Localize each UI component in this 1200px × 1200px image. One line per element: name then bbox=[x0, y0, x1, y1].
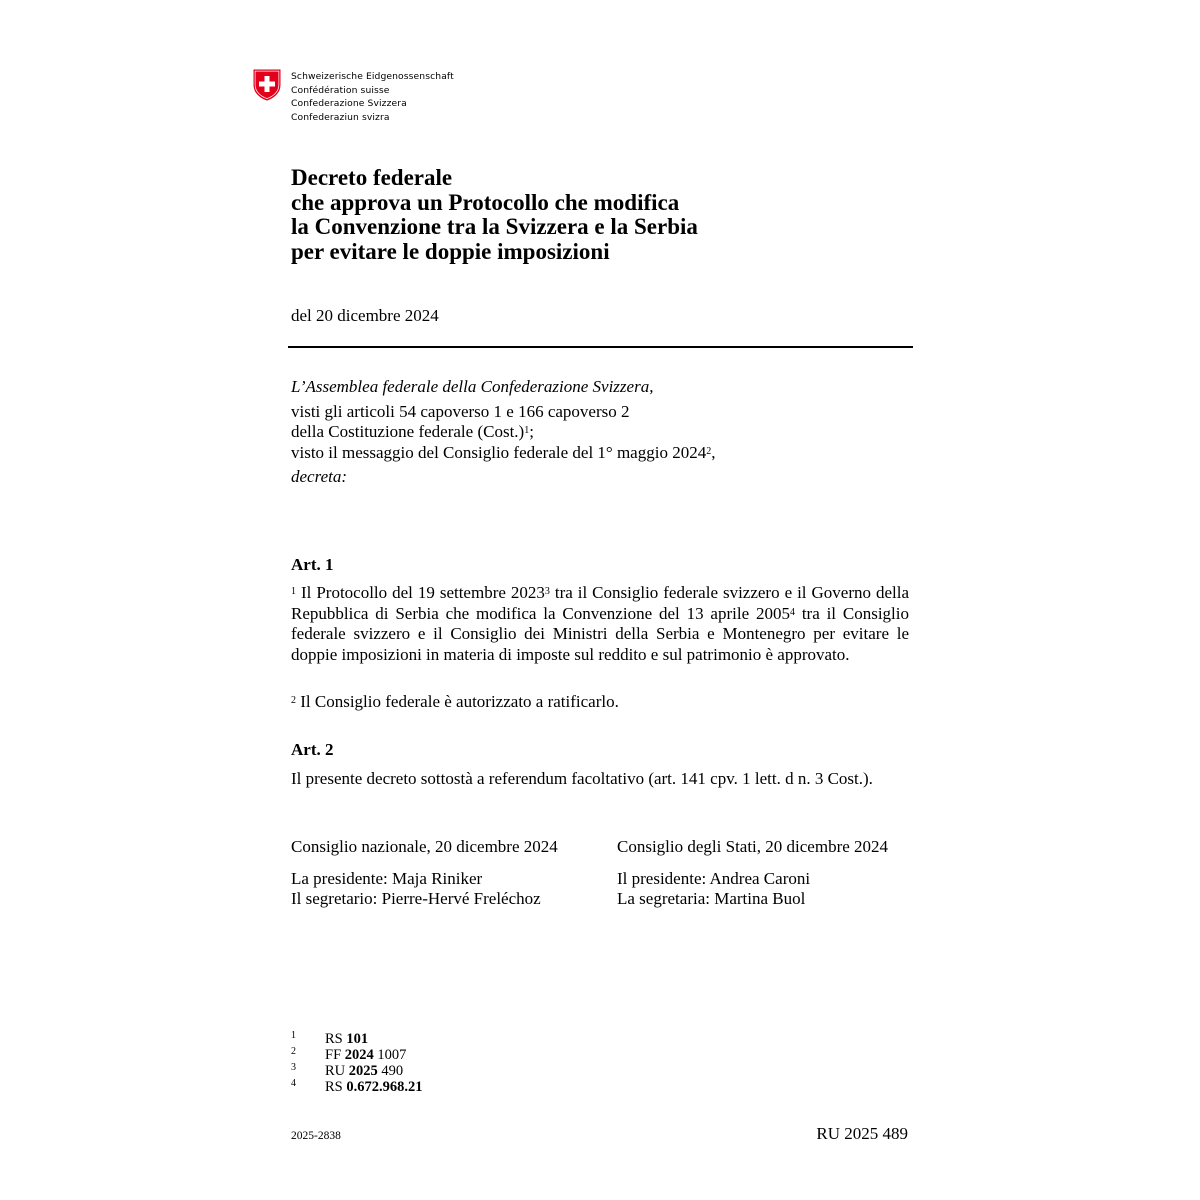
art-1-heading: Art. 1 bbox=[291, 555, 334, 574]
art-1-para1-text-b: tra il Consiglio federale svizzero e il Governo della Repubblica di Serbia che modifica la Convenzione del 13 aprile 2005 bbox=[291, 583, 909, 623]
footnote-bold: 2024 bbox=[344, 1047, 374, 1063]
footnote-number: 4 bbox=[291, 1078, 296, 1089]
footnote-prefix: RS bbox=[325, 1079, 347, 1095]
national-council-secretary: Il segretario: Pierre-Hervé Freléchoz bbox=[291, 889, 541, 908]
swiss-cross-icon bbox=[253, 69, 281, 101]
council-of-states-secretary: La segretaria: Martina Buol bbox=[617, 889, 806, 908]
visti-line-1: visti gli articoli 54 capoverso 1 e 166 capoverso 2 bbox=[291, 401, 630, 421]
admin-name-de: Schweizerische Eidgenossenschaft bbox=[291, 71, 454, 82]
art-1-paragraph-2 bbox=[291, 692, 909, 713]
assembly-line: L’Assemblea federale della Confederazione Svizzera, bbox=[291, 377, 654, 396]
header-divider bbox=[288, 346, 913, 348]
footnote-prefix: RU bbox=[325, 1063, 349, 1079]
art-1-para1-text-a: Il Protocollo del 19 settembre 2023 bbox=[296, 583, 545, 602]
footnote-text bbox=[325, 1031, 368, 1047]
footnote-number: 2 bbox=[291, 1046, 296, 1057]
admin-name-rm: Confederaziun svizra bbox=[291, 111, 390, 123]
admin-name-it: Confederazione Svizzera bbox=[291, 98, 407, 110]
document-date: del 20 dicembre 2024 bbox=[291, 306, 439, 325]
visti-line-2-end: ; bbox=[529, 422, 534, 441]
visti-line-2 bbox=[291, 422, 911, 443]
admin-name-fr: Confédération suisse bbox=[291, 84, 390, 96]
national-council-president: La presidente: Maja Riniker bbox=[291, 868, 483, 888]
council-of-states-president: Il presidente: Andrea Caroni bbox=[617, 868, 811, 888]
footnotes bbox=[291, 1031, 423, 1095]
art-1-paragraph-1 bbox=[291, 583, 909, 665]
footnote-ref-4[interactable]: 4 bbox=[789, 606, 795, 618]
footnote-ref-3[interactable]: 3 bbox=[544, 586, 550, 597]
footnote-text bbox=[325, 1047, 406, 1063]
footnote-number: 3 bbox=[291, 1062, 296, 1073]
footnote-number: 1 bbox=[291, 1030, 296, 1041]
document-title bbox=[291, 166, 698, 264]
art-2-heading: Art. 2 bbox=[291, 740, 334, 759]
title-line-2: che approva un Protocollo che modifica bbox=[291, 189, 680, 215]
signature-national-council bbox=[291, 837, 558, 910]
footnote-bold: 101 bbox=[346, 1031, 369, 1047]
footnote-text bbox=[325, 1079, 423, 1095]
national-council-heading: Consiglio nazionale, 20 dicembre 2024 bbox=[291, 837, 558, 856]
footnote-bold: 2025 bbox=[348, 1063, 378, 1079]
footnote-ref-2[interactable]: 2 bbox=[706, 445, 712, 457]
art-1-para2-text: Il Consiglio federale è autorizzato a ratificarlo. bbox=[296, 692, 619, 711]
footnote-suffix: 490 bbox=[377, 1063, 404, 1079]
preamble bbox=[291, 377, 911, 488]
page-reference: RU 2025 489 bbox=[816, 1124, 908, 1143]
visto-message-line bbox=[291, 443, 911, 464]
footnote-suffix: 1007 bbox=[373, 1047, 407, 1063]
footnote-bold: 0.672.968.21 bbox=[346, 1079, 423, 1095]
document-number: 2025-2838 bbox=[291, 1130, 341, 1142]
title-line-4: per evitare le doppie imposizioni bbox=[291, 238, 610, 264]
art-1-para1-text-c: tra il Consiglio federale svizzero e il Consiglio dei Ministri della Serbia e Montenegro per evitare le doppie imposizioni in materia di imposte sul reddito e sul patrimonio è approvato. bbox=[291, 603, 909, 664]
administration-names bbox=[291, 70, 454, 124]
footnote-4 bbox=[291, 1079, 423, 1095]
paragraph-number-2: 2 bbox=[291, 695, 296, 706]
footnote-prefix: FF bbox=[325, 1047, 345, 1063]
visto-message-text: visto il messaggio del Consiglio federale del 1° maggio 2024 bbox=[291, 442, 707, 462]
council-of-states-heading: Consiglio degli Stati, 20 dicembre 2024 bbox=[617, 837, 889, 856]
signature-council-of-states bbox=[617, 837, 888, 910]
footnote-ref-1[interactable]: 1 bbox=[524, 425, 530, 436]
footnote-prefix: RS bbox=[325, 1031, 347, 1047]
art-2-text: Il presente decreto sottostà a referendum facoltativo (art. 141 cpv. 1 lett. d n. 3 Cost.). bbox=[291, 769, 873, 788]
footnote-text bbox=[325, 1063, 403, 1079]
title-line-3: la Convenzione tra la Svizzera e la Serbia bbox=[291, 214, 698, 239]
title-line-1: Decreto federale bbox=[291, 165, 453, 190]
paragraph-number-1: 1 bbox=[291, 586, 296, 597]
decreta-line: decreta: bbox=[291, 467, 348, 486]
visto-message-end: , bbox=[711, 442, 716, 462]
visti-line-2-text: della Costituzione federale (Cost.) bbox=[291, 422, 525, 441]
